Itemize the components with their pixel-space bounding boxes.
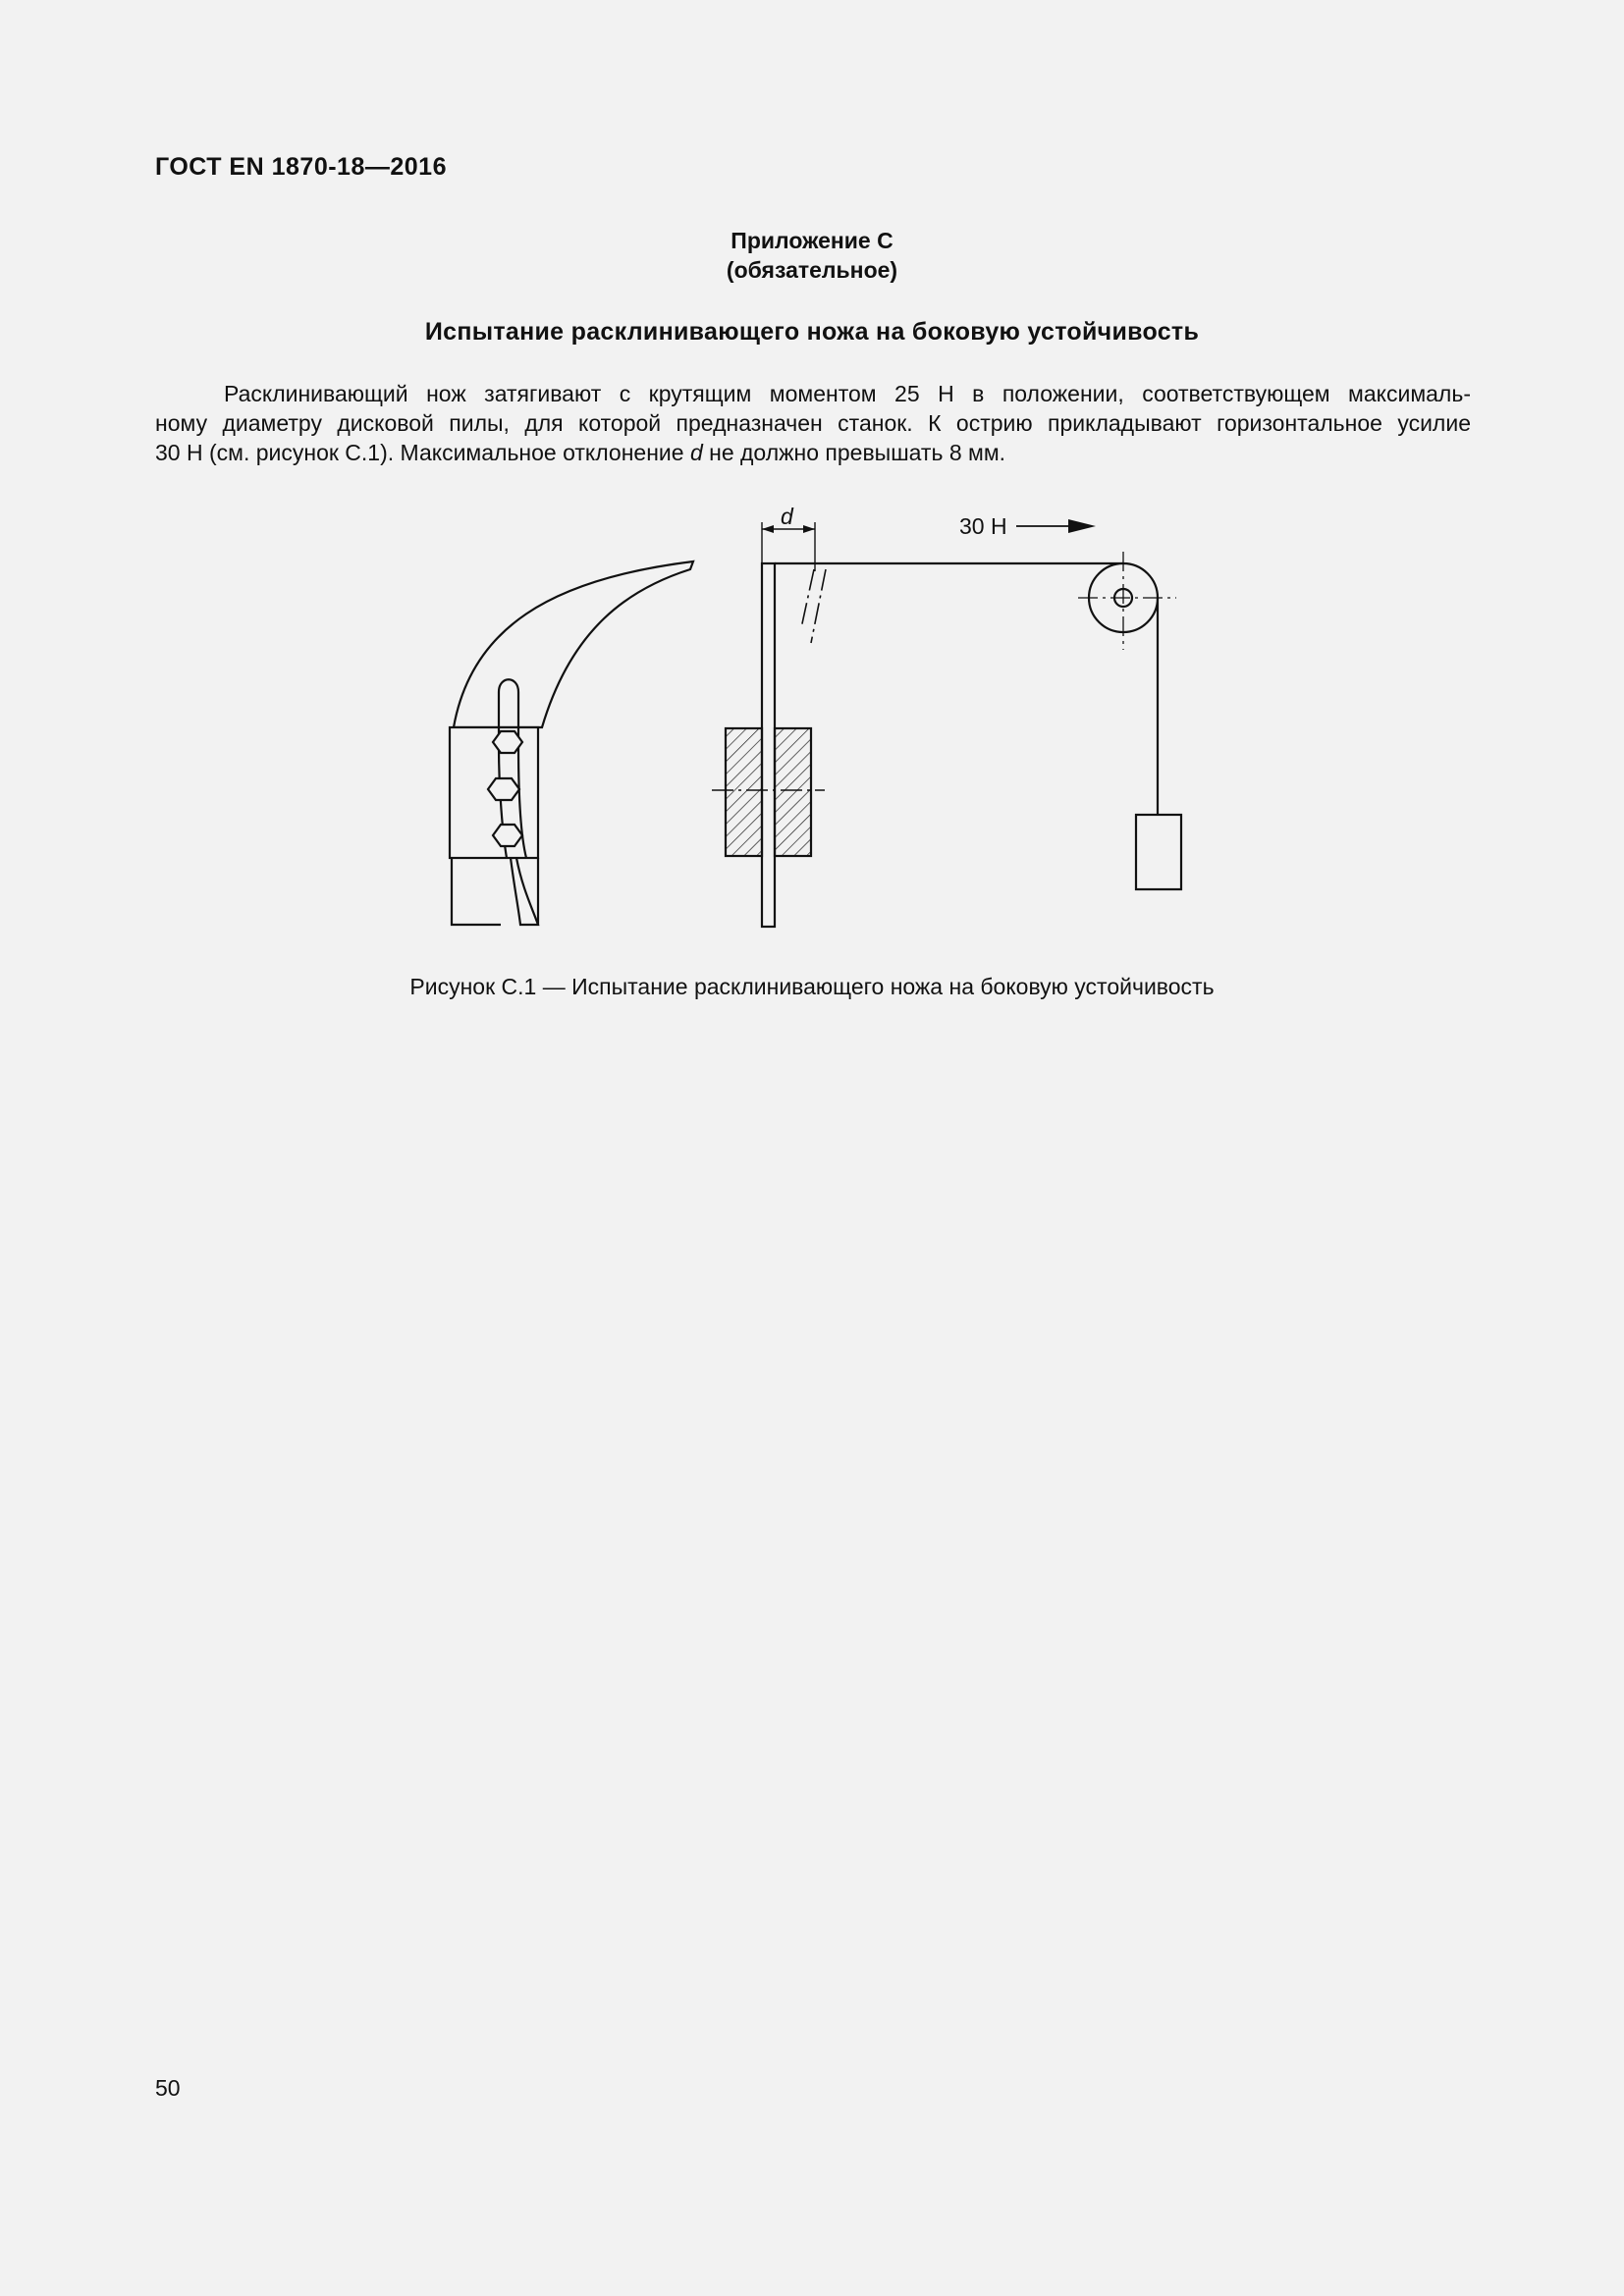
label-d: d <box>781 504 793 529</box>
paragraph-line-3-start: 30 Н (см. рисунок С.1). Максимальное отклонение <box>155 440 690 465</box>
figure-c1 <box>0 0 1624 982</box>
bolt-icon <box>493 825 522 846</box>
clamp-right-hatched <box>775 728 811 856</box>
deflection-variable: d <box>689 440 703 465</box>
riving-knife-blade <box>454 561 693 727</box>
arrowhead-icon <box>1068 519 1096 533</box>
paragraph-line-1: Расклинивающий нож затягивают с крутящим моментом 25 Н в положении, соответствующем максималь- <box>224 381 1471 406</box>
weight <box>1136 815 1181 889</box>
document-code: ГОСТ EN 1870-18—2016 <box>155 153 447 181</box>
deflected-position-line <box>801 569 814 628</box>
clamp-left-hatched <box>726 728 762 856</box>
section-title: Испытание расклинивающего ножа на боковую устойчивость <box>424 318 1200 346</box>
riving-knife-side <box>762 563 775 927</box>
riving-knife-view <box>450 561 693 925</box>
deflected-position-line <box>811 569 826 643</box>
arrowhead-icon <box>803 525 815 533</box>
page-number: 50 <box>155 2075 181 2101</box>
label-force: 30 Н <box>959 513 1007 539</box>
bolt-icon <box>493 731 522 753</box>
paragraph-line-3-end: не должно превышать 8 мм. <box>702 440 1006 465</box>
annex-title: Приложение С <box>731 228 893 253</box>
arrowhead-icon <box>762 525 774 533</box>
knife-lower-part <box>452 858 538 925</box>
load-system <box>775 519 1181 889</box>
figure-caption: Рисунок С.1 — Испытание расклинивающего ножа на боковую устойчивость <box>409 974 1215 999</box>
annex-status: (обязательное) <box>726 257 898 283</box>
bolt-icon <box>488 778 519 800</box>
paragraph-line-2: ному диаметру дисковой пилы, для которой предназначен станок. К острию прикладывают горизонтальное усилие <box>155 410 1471 436</box>
side-view <box>712 522 826 927</box>
